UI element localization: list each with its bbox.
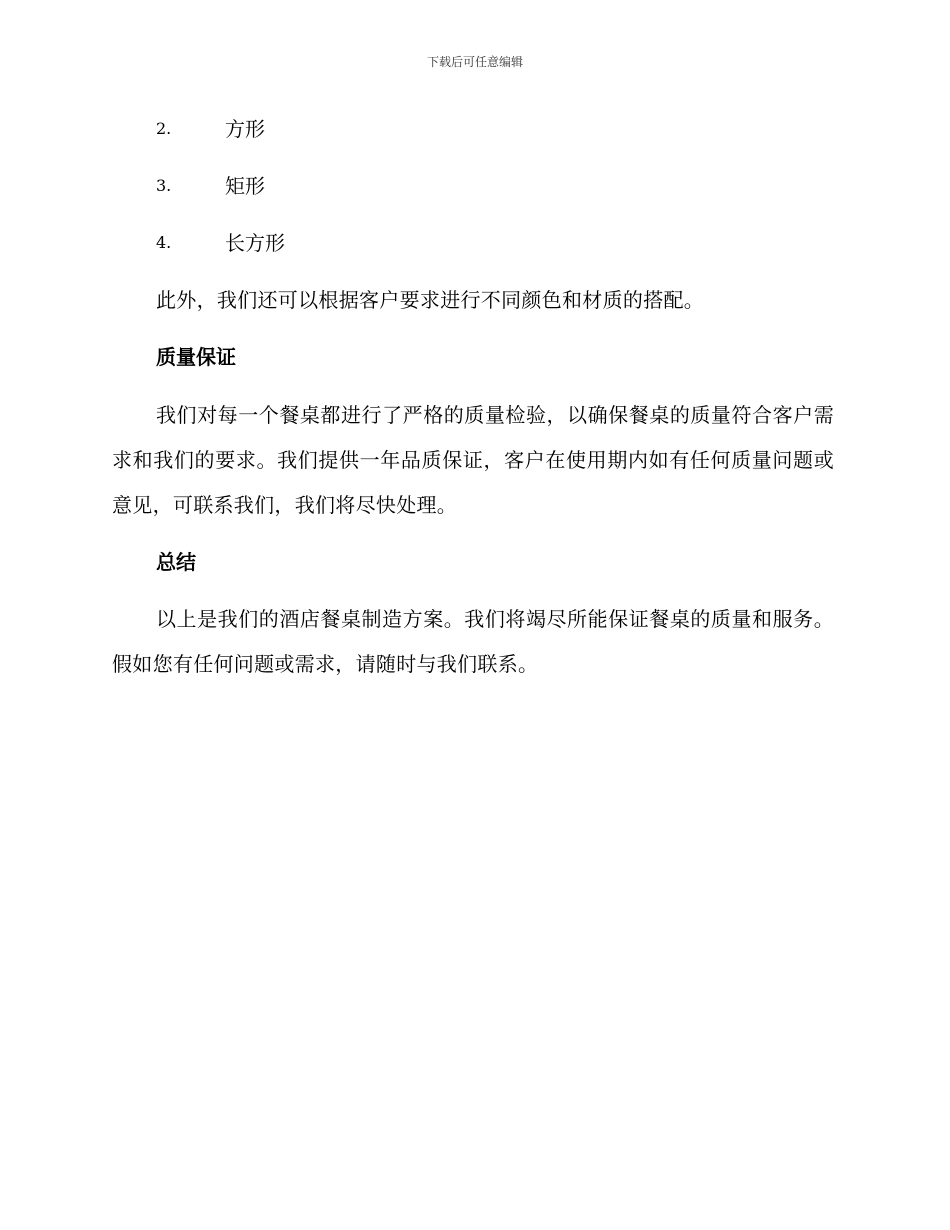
shape-list — [156, 114, 285, 285]
summary-heading: 总结 — [156, 550, 196, 574]
list-item-label: 方形 — [225, 117, 265, 141]
list-item-label: 矩形 — [225, 174, 265, 198]
list-item — [156, 171, 285, 228]
quality-paragraph: 我们对每一个餐桌都进行了严格的质量检验，以确保餐桌的质量符合客户需求和我们的要求。我们提供一年品质保证，客户在使用期内如有任何质量问题或意见，可联系我们，我们将尽快处理。 — [112, 403, 834, 517]
quality-heading: 质量保证 — [156, 345, 236, 369]
page-header: 下载后可任意编辑 — [426, 55, 523, 69]
list-item-number: 3. — [156, 176, 172, 195]
list-item-number: 4. — [156, 233, 172, 252]
list-item-label: 长方形 — [225, 231, 285, 255]
list-item-number: 2. — [156, 119, 172, 138]
list-item — [156, 114, 285, 171]
summary-paragraph: 以上是我们的酒店餐桌制造方案。我们将竭尽所能保证餐桌的质量和服务。假如您有任何问题或需求，请随时与我们联系。 — [112, 607, 834, 676]
list-item — [156, 228, 285, 285]
extra-paragraph: 此外，我们还可以根据客户要求进行不同颜色和材质的搭配。 — [156, 288, 705, 312]
